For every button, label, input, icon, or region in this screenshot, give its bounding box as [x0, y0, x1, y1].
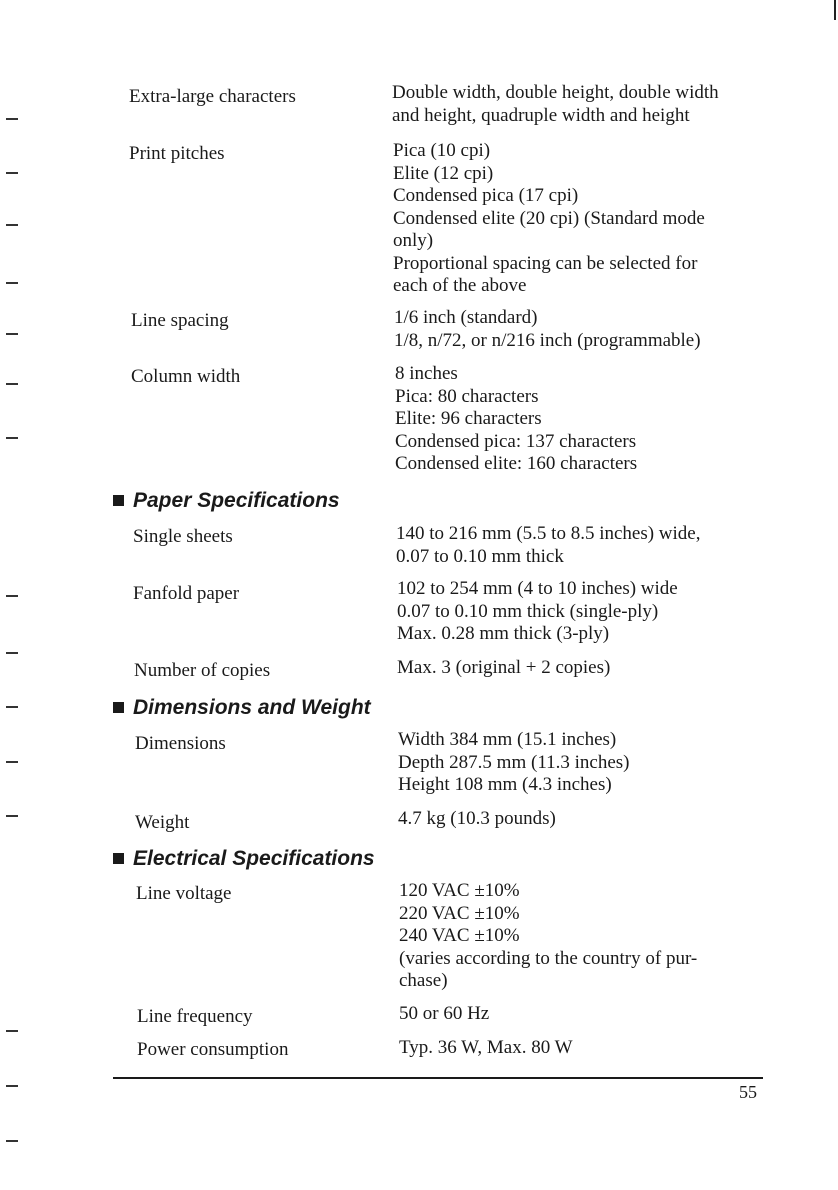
- spec-line: Max. 3 (original + 2 copies): [397, 657, 611, 678]
- spec-label: Power consumption: [137, 1039, 289, 1060]
- spec-value: [396, 523, 701, 568]
- spec-line: 1/6 inch (standard): [394, 307, 538, 328]
- spec-value: [399, 1003, 489, 1026]
- spec-value: [394, 307, 701, 352]
- spec-label: Dimensions: [135, 733, 226, 754]
- spec-label: Weight: [135, 812, 190, 833]
- section-heading-text: Electrical Specifications: [133, 847, 375, 870]
- spec-line: Max. 0.28 mm thick (3-ply): [397, 623, 610, 644]
- spec-label: Single sheets: [133, 526, 233, 547]
- spec-line: 220 VAC ±10%: [399, 902, 520, 924]
- spec-line: 120 VAC ±10%: [399, 880, 520, 901]
- spec-line: Condensed pica (17 cpi): [393, 185, 579, 206]
- spec-line: chase): [399, 970, 448, 991]
- spec-line: 50 or 60 Hz: [399, 1003, 490, 1024]
- bullet-square-icon: [113, 495, 124, 506]
- bullet-square-icon: [113, 853, 124, 864]
- spec-value: [399, 880, 697, 993]
- spec-label: Line spacing: [131, 310, 229, 331]
- spec-label: Fanfold paper: [133, 583, 240, 604]
- spec-line: Proportional spacing can be selected for: [393, 252, 698, 274]
- spec-value: [393, 140, 705, 298]
- spec-label: Line frequency: [137, 1006, 253, 1027]
- spec-line: Condensed elite: 160 characters: [395, 453, 638, 474]
- spec-line: 4.7 kg (10.3 pounds): [398, 808, 556, 829]
- section-heading-electrical: [113, 846, 375, 872]
- page-number: 55: [739, 1082, 757, 1102]
- spec-line: Condensed pica: 137 characters: [395, 430, 637, 452]
- binding-edge-marks: [0, 0, 40, 1190]
- section-heading-text: Dimensions and Weight: [133, 696, 371, 719]
- spec-line: and height, quadruple width and height: [392, 104, 690, 126]
- spec-label: Column width: [131, 366, 241, 387]
- spec-line: 102 to 254 mm (4 to 10 inches) wide: [397, 578, 678, 599]
- spec-label: Line voltage: [136, 883, 232, 904]
- spec-value: [392, 82, 719, 127]
- spec-label: Print pitches: [129, 143, 225, 164]
- section-heading-dimensions: [113, 695, 371, 721]
- spec-label: Extra-large characters: [129, 86, 296, 107]
- spec-line: Pica: 80 characters: [395, 385, 539, 407]
- spec-line: 8 inches: [395, 363, 458, 384]
- section-heading-text: Paper Specifications: [133, 489, 340, 512]
- spec-value: [397, 657, 610, 680]
- spec-value: [398, 729, 629, 797]
- spec-line: 240 VAC ±10%: [399, 925, 520, 946]
- footer-rule: [113, 1077, 763, 1079]
- spec-line: Condensed elite (20 cpi) (Standard mode: [393, 207, 705, 229]
- spec-line: Depth 287.5 mm (11.3 inches): [398, 751, 630, 773]
- spec-line: 0.07 to 0.10 mm thick: [396, 545, 564, 567]
- spec-line: 0.07 to 0.10 mm thick (single-ply): [397, 600, 659, 622]
- spec-value: [398, 808, 556, 831]
- spec-line: each of the above: [393, 275, 527, 296]
- spec-line: 140 to 216 mm (5.5 to 8.5 inches) wide,: [396, 523, 701, 544]
- section-heading-paper: [113, 488, 340, 514]
- spec-line: Height 108 mm (4.3 inches): [398, 774, 612, 795]
- spec-line: (varies according to the country of pur-: [399, 947, 698, 969]
- scan-edge-mark: [834, 0, 836, 20]
- spec-value: [395, 363, 637, 476]
- spec-line: Pica (10 cpi): [393, 140, 491, 161]
- spec-value: [397, 578, 678, 646]
- bullet-square-icon: [113, 702, 124, 713]
- spec-label: Number of copies: [134, 660, 271, 681]
- spec-line: 1/8, n/72, or n/216 inch (programmable): [394, 329, 701, 351]
- spec-line: Typ. 36 W, Max. 80 W: [399, 1037, 573, 1058]
- spec-line: only): [393, 230, 434, 251]
- spec-line: Width 384 mm (15.1 inches): [398, 729, 617, 750]
- spec-line: Double width, double height, double width: [392, 82, 719, 103]
- spec-line: Elite: 96 characters: [395, 408, 542, 429]
- spec-line: Elite (12 cpi): [393, 162, 494, 184]
- spec-value: [399, 1037, 573, 1060]
